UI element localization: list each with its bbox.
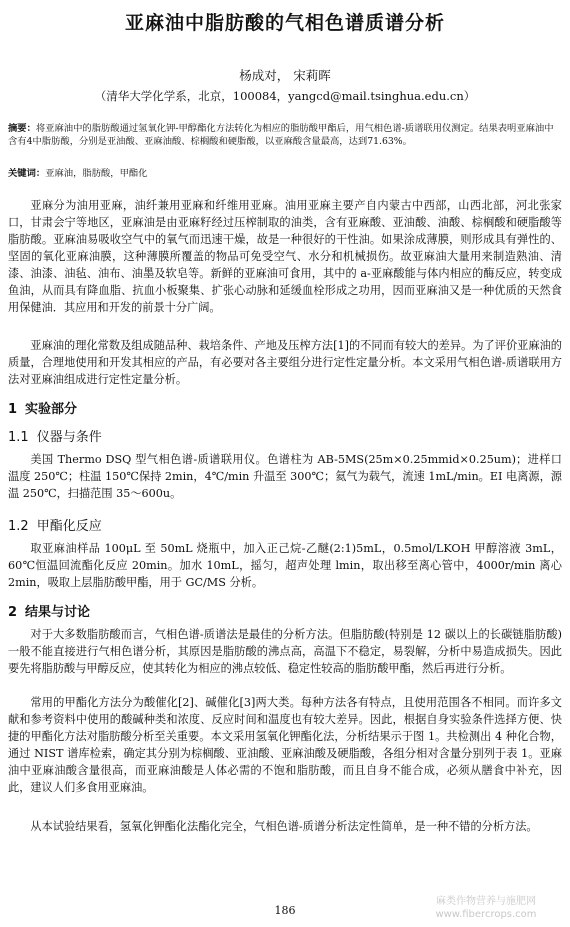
abstract bbox=[8, 122, 562, 148]
section-1-heading bbox=[8, 398, 77, 417]
section-2-heading bbox=[8, 601, 90, 620]
section-2-number: 2 bbox=[8, 605, 18, 620]
section-1-number: 1 bbox=[8, 402, 18, 417]
section-1-1-title: 仪器与条件 bbox=[36, 430, 102, 445]
section-2-paragraph-1: 对于大多数脂肪酸而言，气相色谱-质谱法是最佳的分析方法。但脂肪酸(特别是 12 碳以上的长碳链脂肪酸)一般不能直接进行气相色谱分析，其原因是脂肪酸的沸点高，高温下不稳定，易裂解，分析中易造成损失。因此要先将脂肪酸与甲醇反应，使其转化为相应的沸点较低、稳定性较高的脂肪酸甲酯，然后再进行分析。 bbox=[8, 628, 562, 675]
watermark-url: www.fibercrops.com bbox=[435, 909, 537, 920]
section-1-2-number: 1.2 bbox=[8, 519, 29, 534]
section-2-title: 结果与讨论 bbox=[25, 605, 91, 620]
page-number: 186 bbox=[274, 904, 296, 917]
paper-title: 亚麻油中脂肪酸的气相色谱质谱分析 bbox=[124, 12, 445, 34]
watermark-site-name: 麻类作物营养与施肥网 bbox=[436, 896, 536, 907]
section-1-1-text: 美国 Thermo DSQ 型气相色谱-质谱联用仪。色谱柱为 AB-5MS(25m×0.25mmid×0.25um)；进样口温度 250℃；柱温 150℃保持 2min，4℃/min 升温至 300℃；氦气为载气，流速 1mL/min。EI 电离源，源温 250℃，扫描范围 35～600u。 bbox=[8, 453, 562, 500]
section-2-paragraph-3: 从本试验结果看，氢氧化钾酯化法酯化完全，气相色谱-质谱分析法定性简单，是一种不错的分析方法。 bbox=[30, 820, 538, 833]
abstract-text: 将亚麻油中的脂肪酸通过氢氧化钾-甲醇酯化方法转化为相应的脂肪酸甲酯后，用气相色谱-质谱联用仪测定。结果表明亚麻油中含有4中脂肪酸，分别是亚油酸、亚麻油酸、棕榈酸和硬脂酸，以亚麻酸含量最高，达到71.63%。 bbox=[8, 123, 554, 147]
keywords bbox=[8, 165, 562, 179]
section-1-2-text: 取亚麻油样品 100μL 至 50mL 烧瓶中，加入正己烷-乙醚(2:1)5mL，0.5mol/LKOH 甲醇溶液 3mL，60℃恒温回流酯化反应 20min。加水 10mL，摇匀，超声处理 lmin，取出移至离心管中，4000r/min 离心 2min，吸取上层脂肪酸甲酯，用于 GC/MS 分析。 bbox=[8, 542, 562, 589]
section-1-2-heading bbox=[8, 515, 102, 534]
affiliation: （清华大学化学系，北京，100084，yangcd@mail.tsinghua.edu.cn） bbox=[94, 89, 476, 103]
section-1-title: 实验部分 bbox=[25, 402, 78, 417]
intro-paragraph-2: 亚麻油的理化常数及组成随品种、栽培条件、产地及压榨方法[1]的不同而有较大的差异。为了评价亚麻油的质量，合理地使用和开发其相应的产品，有必要对各主要组分进行定性定量分析。本文采用气相色谱-质谱联用方法对亚麻油组成进行定性定量分析。 bbox=[8, 339, 562, 386]
section-1-1-heading bbox=[8, 426, 102, 445]
intro-paragraph-1: 亚麻分为油用亚麻，油纤兼用亚麻和纤维用亚麻。油用亚麻主要产自内蒙古中西部，山西北部，河北张家口，甘肃会宁等地区，亚麻油是由亚麻籽经过压榨制取的油类，含有亚麻酸、亚油酸、油酸、棕榈酸和硬脂酸等脂肪酸。亚麻油易吸收空气中的氧气而迅速干燥，故是一种很好的干性油。如果涂成薄膜，则形成具有弹性的、坚固的氧化亚麻油膜，这种薄膜所覆盖的物品可免受空气、水分和机械损伤。故亚麻油大量用来制造熟油、清漆、油漆、油毡、油布、油墨及软皂等。新鲜的亚麻油可食用，其中的 a-亚麻酸能与体内相应的酶反应，转变成鱼油，从而具有降血脂、抗血小板聚集、扩张心动脉和延缓血栓形成之功用，因而亚麻油又是一种优质的天然食用保健油．其应用和开发的前景十分广阔。 bbox=[8, 199, 562, 314]
abstract-label: 摘要： bbox=[8, 123, 36, 134]
keywords-text: 亚麻油，脂肪酸，甲酯化 bbox=[45, 168, 148, 179]
section-2-paragraph-2: 常用的甲酯化方法分为酸催化[2]、碱催化[3]两大类。每种方法各有特点，且使用范围各不相同。而许多文献和参考资料中使用的酸碱种类和浓度、反应时间和温度也有较大差异。因此，根据自身实验条件选择方便、快捷的甲酯化方法对脂肪酸分析至关重要。本文采用氢氧化钾酯化法，分析结果示于图 1。共检测出 4 种化合物，通过 NIST 谱库检索，确定其分别为棕榈酸、亚油酸、亚麻油酸及硬脂酸，各组分相对含量分别列于表 1。亚麻油中亚麻油酸含量很高，而亚麻油酸是人体必需的不饱和脂肪酸，而且自身不能合成，必须从膳食中补充，因此，建议人们多食用亚麻油。 bbox=[8, 696, 562, 794]
section-1-2-title: 甲酯化反应 bbox=[36, 519, 102, 534]
watermark bbox=[416, 895, 556, 921]
keywords-label: 关键词： bbox=[8, 168, 46, 179]
authors: 杨成对， 宋莉晖 bbox=[239, 68, 331, 83]
section-1-1-number: 1.1 bbox=[8, 430, 29, 445]
